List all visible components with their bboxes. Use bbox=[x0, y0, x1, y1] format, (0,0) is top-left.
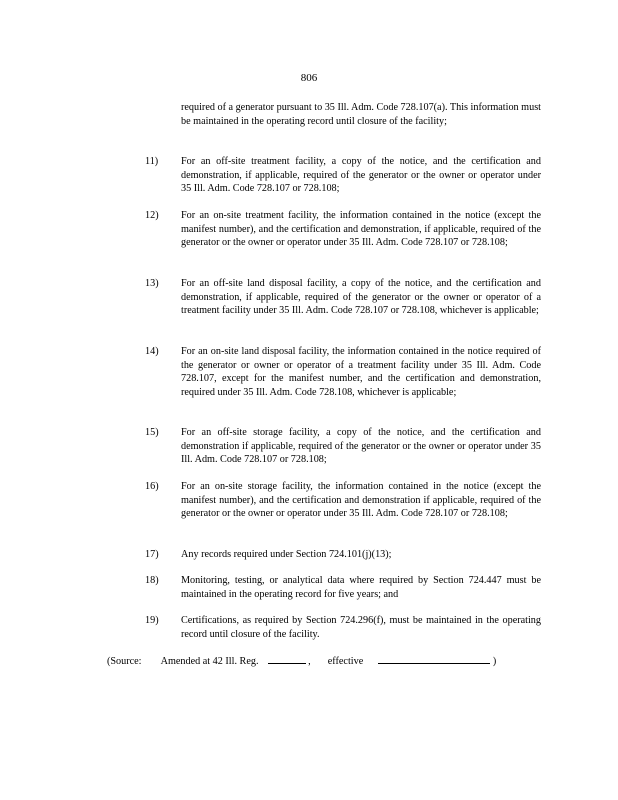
item-text: Monitoring, testing, or analytical data where required by Section 724.447 must be maintained in the operating record for five years; and bbox=[181, 575, 541, 600]
register-blank bbox=[268, 653, 306, 664]
item-text: For an off-site storage facility, a copy of the notice, and the certification and demonstration if applicable, required of the generator or the owner or operator under 35 Ill. Adm. Code 728.107 or 728.108; bbox=[181, 427, 541, 466]
item-number: 14) bbox=[145, 346, 159, 357]
item-number: 17) bbox=[145, 549, 159, 560]
item-number: 18) bbox=[145, 575, 159, 586]
source-suffix: ) bbox=[492, 656, 497, 667]
item-text: Certifications, as required by Section 724.296(f), must be maintained in the operating record until closure of the facility. bbox=[181, 615, 541, 640]
source-comma: , bbox=[308, 656, 311, 667]
item-text: For an on-site treatment facility, the information contained in the notice (except the manifest number), and the certification and demonstration, if applicable, required of the generator or the owner or operator under 35 Ill. Adm. Code 728.107 or 728.108; bbox=[181, 210, 541, 249]
item-number: 11) bbox=[145, 156, 159, 167]
item-text: Any records required under Section 724.101(j)(13); bbox=[181, 549, 392, 560]
item-text: For an off-site treatment facility, a copy of the notice, and the certification and demonstration, if applicable, required of the generator or the owner or operator under 35 Ill. Adm. Code 728.107 or 728.108; bbox=[181, 156, 541, 195]
continuation-paragraph: required of a generator pursuant to 35 Ill. Adm. Code 728.107(a). This information must be maintained in the operating record until closure of the facility; bbox=[181, 102, 541, 127]
item-text: For an on-site storage facility, the information contained in the notice (except the manifest number), and the certification and demonstration if applicable, required of the generator or the owner or operator under 35 Ill. Adm. Code 728.107 or 728.108; bbox=[181, 481, 541, 520]
item-text: For an on-site land disposal facility, the information contained in the notice required of the generator or owner or operator of a treatment facility under 35 Ill. Adm. Code 728.107, except for the manifest number, and the certification and demonstration, required under 35 Ill. Adm. Code 728.108, whichever is applicable; bbox=[181, 346, 541, 398]
effective-date-blank bbox=[378, 653, 490, 664]
source-prefix: (Source: bbox=[107, 656, 142, 667]
item-number: 13) bbox=[145, 278, 159, 289]
source-note bbox=[107, 653, 496, 669]
item-number: 16) bbox=[145, 481, 159, 492]
item-number: 15) bbox=[145, 427, 159, 438]
source-amended: Amended at 42 Ill. Reg. bbox=[160, 656, 259, 667]
source-effective: effective bbox=[327, 656, 364, 667]
item-text: For an off-site land disposal facility, a copy of the notice, and the certification and demonstration, if applicable, required of the generator or the owner or operator of a treatment facility under 35 Ill. Adm. Code 728.107 or 728.108, whichever is applicable; bbox=[181, 278, 541, 317]
item-number: 12) bbox=[145, 210, 159, 221]
page-number: 806 bbox=[300, 72, 318, 84]
item-number: 19) bbox=[145, 615, 159, 626]
